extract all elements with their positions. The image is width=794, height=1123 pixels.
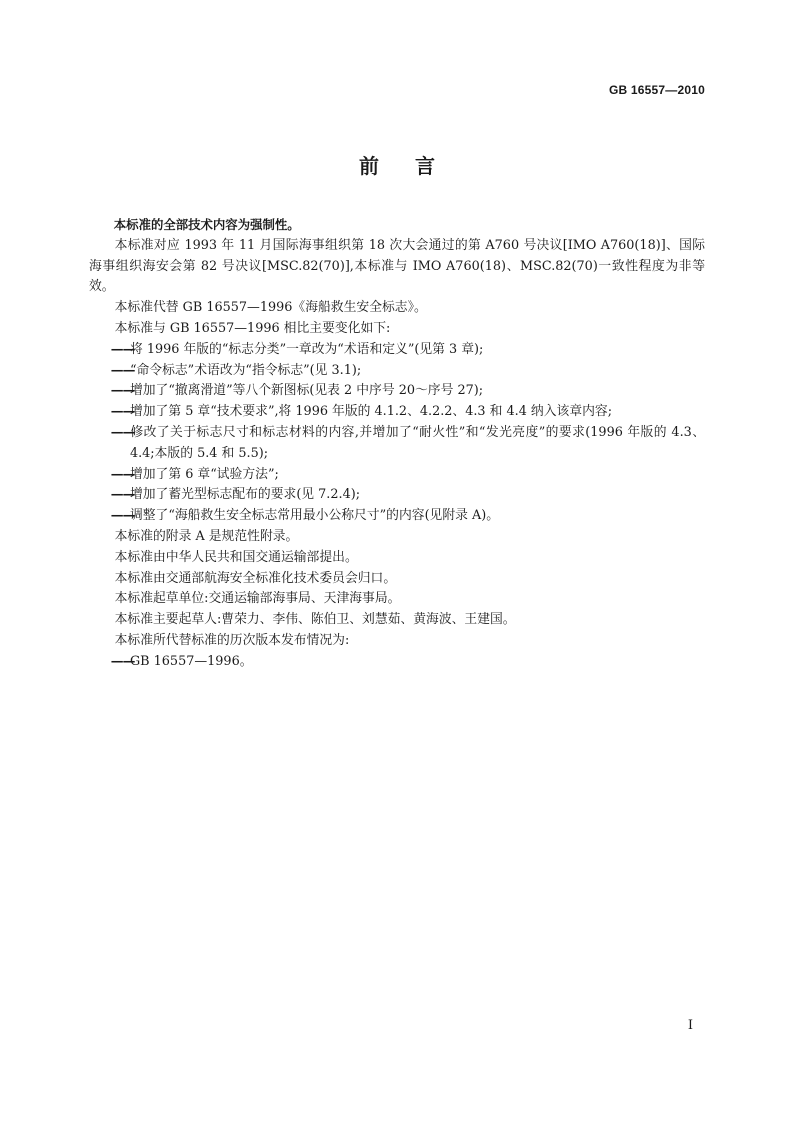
dash-marker: ——: [110, 404, 135, 420]
mandatory-statement: 本标准的全部技术内容为强制性。: [113, 217, 300, 232]
change-item: ——调整了“海船救生安全标志常用最小公称尺寸”的内容(见附录 A)。: [89, 506, 705, 527]
correspondence-paragraph: 本标准对应 1993 年 11 月国际海事组织第 18 次大会通过的第 A760 号决议[IMO A760(18)]、国际海事组织海安会第 82 号决议[MSC.82(70)],本标准与 IMO A760(18)、MSC.82(70)一致性程度为非等效。: [89, 237, 705, 295]
dash-marker: ——: [110, 653, 135, 669]
dash-marker: ——: [110, 341, 135, 357]
proposer-paragraph: 本标准由中华人民共和国交通运输部提出。: [114, 549, 358, 565]
drafters-paragraph: 本标准主要起草人:曹荣力、李伟、陈伯卫、刘慧茹、黄海波、王建国。: [114, 612, 516, 628]
change-item: ——修改了关于标志尺寸和标志材料的内容,并增加了“耐火性”和“发光亮度”的要求(1996 年版的 4.3、4.4;本版的 5.4 和 5.5);: [110, 424, 705, 461]
dash-marker: ——: [110, 424, 135, 440]
committee-paragraph: 本标准由交通部航海安全标准化技术委员会归口。: [114, 570, 397, 586]
change-item: ——“命令标志”术语改为“指令标志”(见 3.1);: [89, 361, 705, 382]
change-item: ——增加了第 5 章“技术要求”,将 1996 年版的 4.1.2、4.2.2、4.3 和 4.4 纳入该章内容;: [89, 402, 705, 423]
standard-number-header: [609, 83, 705, 97]
changes-intro: 本标准与 GB 16557—1996 相比主要变化如下:: [114, 320, 391, 336]
dash-marker: ——: [110, 383, 135, 399]
change-item: ——增加了蓄光型标志配布的要求(见 7.2.4);: [89, 485, 705, 506]
replacement-paragraph: 本标准代替 GB 16557—1996《海船救生安全标志》。: [114, 300, 427, 316]
drafting-units-paragraph: 本标准起草单位:交通运输部海事局、天津海事局。: [114, 591, 401, 607]
page-number: I: [687, 1018, 693, 1033]
dash-marker: ——: [110, 466, 135, 482]
dash-marker: ——: [110, 508, 135, 524]
change-item: ——增加了“撤离滑道”等八个新图标(见表 2 中序号 20～序号 27);: [89, 381, 705, 402]
annex-paragraph: 本标准的附录 A 是规范性附录。: [114, 528, 299, 544]
page-title: 前言: [359, 154, 471, 178]
change-item: ——将 1996 年版的“标志分类”一章改为“术语和定义”(见第 3 章);: [89, 340, 705, 361]
history-intro: 本标准所代替标准的历次版本发布情况为:: [114, 632, 350, 648]
dash-marker: ——: [110, 487, 135, 503]
dash-marker: ——: [110, 362, 135, 378]
change-item: ——增加了第 6 章“试验方法”;: [89, 465, 705, 486]
standard-prefix: GB: [608, 83, 628, 97]
document-body: [89, 215, 705, 673]
standard-code: 16557—2010: [630, 83, 705, 97]
previous-version-item: ——GB 16557—1996。: [89, 652, 705, 673]
